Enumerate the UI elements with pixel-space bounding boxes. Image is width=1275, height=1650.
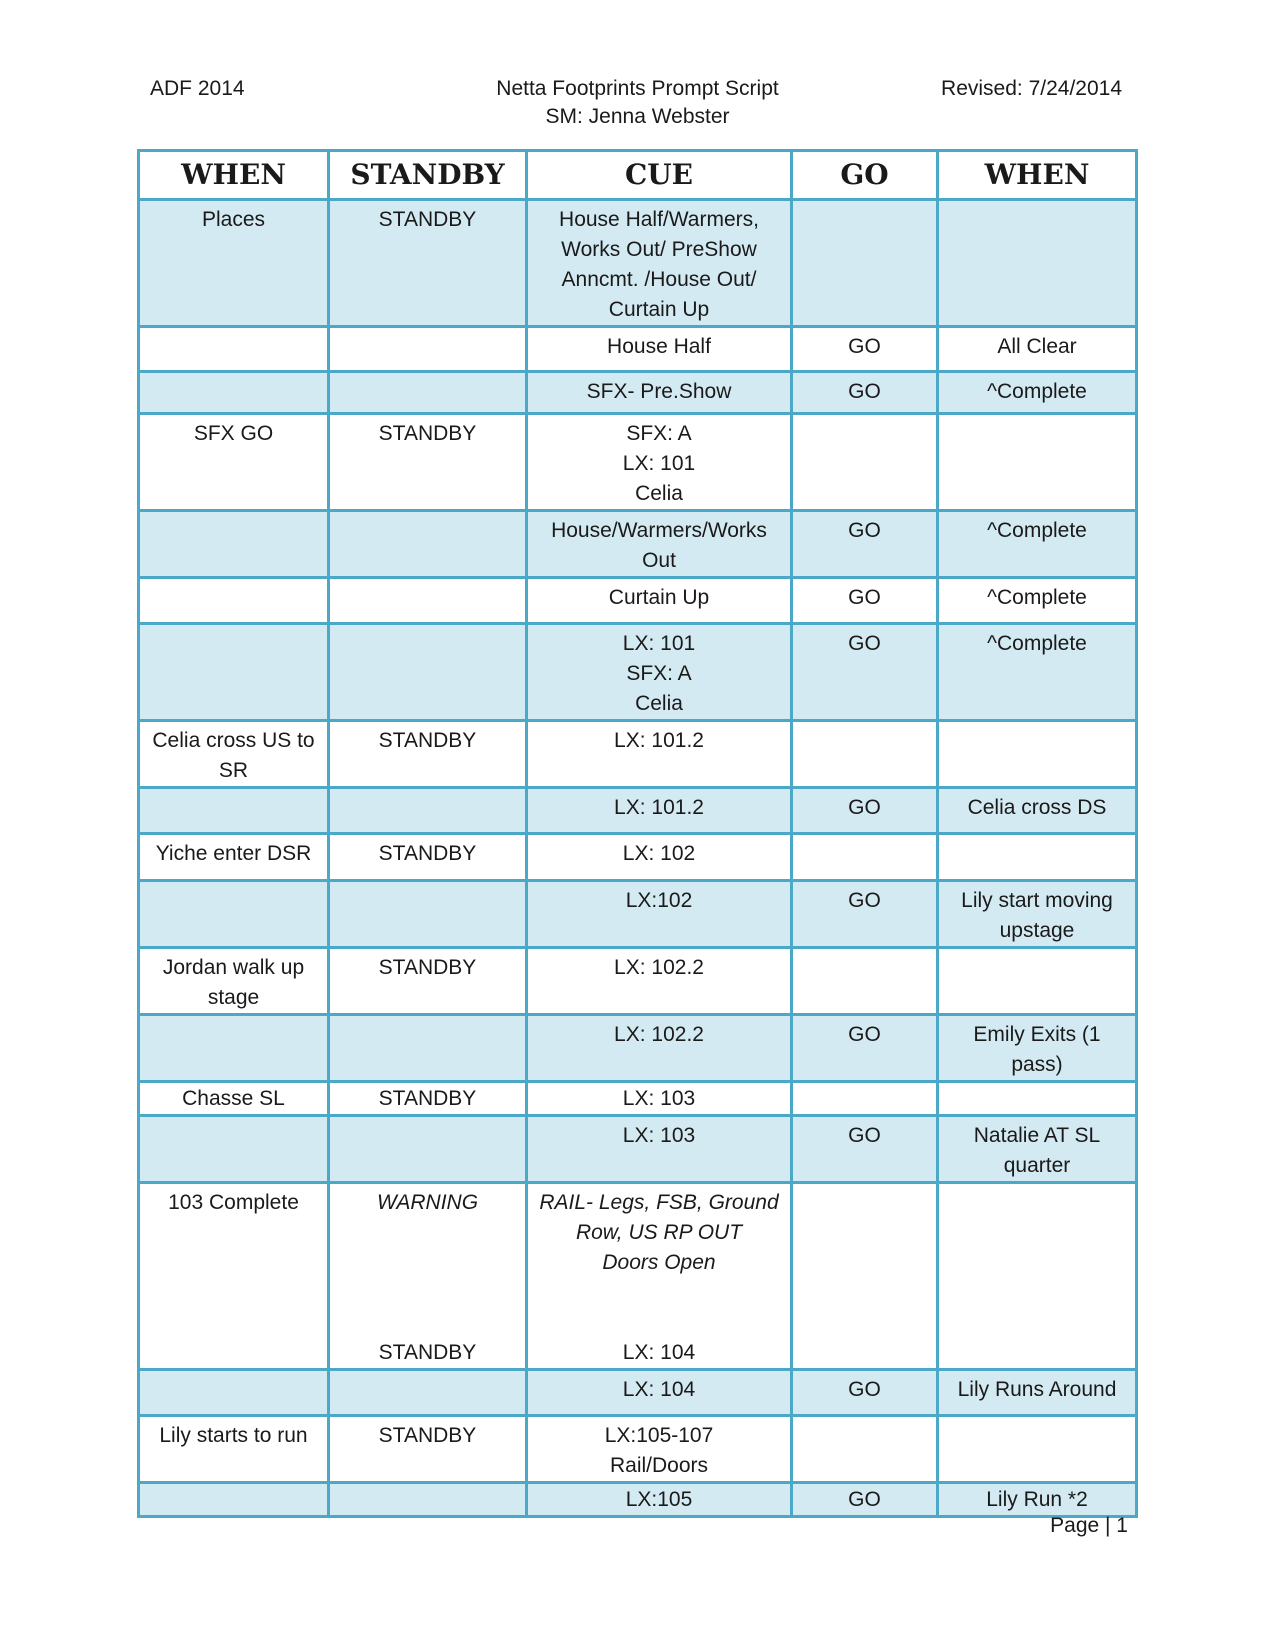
cell-cue	[527, 200, 792, 327]
cell-cue	[527, 788, 792, 834]
warning-cue-line: RAIL- Legs, FSB, Ground	[539, 1191, 779, 1214]
column-header-go: GO	[792, 151, 938, 200]
cue-line: LX: 103	[622, 1124, 696, 1147]
table-row	[139, 1183, 1137, 1370]
warning-cue-line: Row, US RP OUT	[575, 1221, 743, 1244]
cell-standby	[329, 372, 527, 414]
cell-go	[792, 1416, 938, 1483]
cue-line: LX: 101	[622, 632, 696, 655]
cell-cue	[527, 1116, 792, 1183]
table-row	[139, 578, 1137, 624]
table-header-row	[139, 151, 1137, 200]
cell-go: GO	[792, 372, 938, 414]
cell-standby: STANDBY	[329, 948, 527, 1015]
spacer	[536, 1278, 782, 1338]
cell-standby	[329, 1483, 527, 1517]
table-row	[139, 948, 1137, 1015]
cell-when: Celia cross US to SR	[139, 721, 329, 788]
cell-when: 103 Complete	[139, 1183, 329, 1370]
cue-line: SFX: A	[626, 662, 692, 685]
cell-standby: STANDBY	[329, 1082, 527, 1116]
cell-when	[139, 1483, 329, 1517]
cell-when-go: Lily Runs Around	[938, 1370, 1137, 1416]
column-header-when: WHEN	[139, 151, 329, 200]
table-row	[139, 511, 1137, 578]
cell-cue	[527, 372, 792, 414]
cell-standby: STANDBY	[329, 414, 527, 511]
cell-when-go	[938, 414, 1137, 511]
cue-line: House Half/Warmers,	[559, 208, 759, 231]
cell-when-go: Lily Run *2	[938, 1483, 1137, 1517]
cell-when-go: All Clear	[938, 327, 1137, 372]
cue-line: LX: 102.2	[614, 1023, 704, 1046]
cell-when: SFX GO	[139, 414, 329, 511]
cell-when	[139, 1116, 329, 1183]
cell-go	[792, 948, 938, 1015]
cell-go: GO	[792, 511, 938, 578]
cell-go: GO	[792, 881, 938, 948]
cell-standby	[329, 578, 527, 624]
cell-standby	[329, 327, 527, 372]
document-title: Netta Footprints Prompt Script	[496, 77, 779, 100]
table-row	[139, 414, 1137, 511]
cell-when-go	[938, 1082, 1137, 1116]
spacer	[338, 1278, 517, 1308]
cell-go	[792, 721, 938, 788]
cell-cue	[527, 1082, 792, 1116]
cue-line: LX: 101.2	[614, 729, 704, 752]
cue-line: LX: 101	[622, 452, 696, 475]
cue-line: Out	[642, 549, 676, 572]
cell-when	[139, 327, 329, 372]
cue-line: Rail/Doors	[609, 1454, 709, 1477]
cell-when-go: Emily Exits (1 pass)	[938, 1015, 1137, 1082]
stage-manager: SM: Jenna Webster	[545, 105, 730, 128]
cell-standby: STANDBY	[329, 721, 527, 788]
cue-line: SFX: A	[626, 422, 692, 445]
cue-line: Works Out/ PreShow	[561, 238, 757, 261]
cell-when-go: ^Complete	[938, 624, 1137, 721]
cue-line: Curtain Up	[608, 298, 710, 321]
cell-when-go: ^Complete	[938, 578, 1137, 624]
table-row	[139, 1370, 1137, 1416]
cell-when	[139, 881, 329, 948]
table-row	[139, 721, 1137, 788]
cell-standby	[329, 511, 527, 578]
cell-standby: STANDBY	[329, 834, 527, 881]
cell-when	[139, 372, 329, 414]
cell-go: GO	[792, 578, 938, 624]
cue-line: LX:105	[625, 1488, 693, 1511]
prompt-script-table	[137, 149, 1138, 1518]
cue-line: LX: 104	[622, 1341, 696, 1364]
table-row	[139, 834, 1137, 881]
cell-when-go	[938, 1183, 1137, 1370]
cell-standby	[329, 788, 527, 834]
warning-label: WARNING	[376, 1191, 479, 1214]
cell-go	[792, 834, 938, 881]
cell-go: GO	[792, 788, 938, 834]
table-row	[139, 1015, 1137, 1082]
cell-cue	[527, 511, 792, 578]
cell-when	[139, 578, 329, 624]
cell-go: GO	[792, 1015, 938, 1082]
cell-cue	[527, 1483, 792, 1517]
cue-line: LX: 101.2	[614, 796, 704, 819]
spacer	[338, 1218, 517, 1278]
cell-when: Chasse SL	[139, 1082, 329, 1116]
cue-line: LX:105-107	[604, 1424, 714, 1447]
cell-cue	[527, 624, 792, 721]
cell-when-go	[938, 834, 1137, 881]
cell-standby: STANDBY	[329, 200, 527, 327]
cell-standby: STANDBY	[329, 1416, 527, 1483]
cue-line: Anncmt. /House Out/	[561, 268, 757, 291]
cell-when	[139, 1370, 329, 1416]
cell-when-go	[938, 200, 1137, 327]
cell-when-go	[938, 1416, 1137, 1483]
cue-line: SFX- Pre.Show	[586, 380, 732, 403]
cell-when: Jordan walk up stage	[139, 948, 329, 1015]
cue-line: Celia	[635, 482, 683, 505]
cue-line: Celia	[635, 692, 683, 715]
table-row	[139, 327, 1137, 372]
cell-when-go: Natalie AT SL quarter	[938, 1116, 1137, 1183]
spacer	[338, 1308, 517, 1338]
cell-go	[792, 1082, 938, 1116]
cell-when	[139, 511, 329, 578]
cell-standby	[329, 1116, 527, 1183]
cell-cue	[527, 834, 792, 881]
cell-when: Yiche enter DSR	[139, 834, 329, 881]
cell-cue	[527, 327, 792, 372]
cell-when: Places	[139, 200, 329, 327]
table-row	[139, 1082, 1137, 1116]
cell-cue	[527, 721, 792, 788]
cue-line: LX: 102	[622, 842, 696, 865]
cell-go	[792, 200, 938, 327]
warning-cue-line: Doors Open	[602, 1251, 716, 1274]
revised-date: Revised: 7/24/2014	[941, 77, 1122, 100]
cell-go: GO	[792, 1483, 938, 1517]
cue-line: LX: 103	[622, 1087, 696, 1110]
cue-line: LX: 104	[622, 1378, 696, 1401]
table-row	[139, 624, 1137, 721]
column-header-cue: CUE	[527, 151, 792, 200]
cell-cue	[527, 1015, 792, 1082]
cell-cue	[527, 881, 792, 948]
table-row	[139, 881, 1137, 948]
cell-when	[139, 624, 329, 721]
cell-when: Lily starts to run	[139, 1416, 329, 1483]
cell-when-go: ^Complete	[938, 511, 1137, 578]
cell-cue	[527, 1183, 792, 1370]
cell-when-go: ^Complete	[938, 372, 1137, 414]
cell-cue	[527, 414, 792, 511]
cell-go: GO	[792, 1370, 938, 1416]
table-row	[139, 1116, 1137, 1183]
cell-standby	[329, 1370, 527, 1416]
cell-when-go: Lily start moving upstage	[938, 881, 1137, 948]
cell-go	[792, 1183, 938, 1370]
cell-cue	[527, 1370, 792, 1416]
column-header-when-go: WHEN	[938, 151, 1137, 200]
cue-line: Curtain Up	[608, 586, 710, 609]
cell-standby	[329, 624, 527, 721]
table-row	[139, 372, 1137, 414]
cell-when	[139, 788, 329, 834]
cue-line: House/Warmers/Works	[551, 519, 767, 542]
cell-cue	[527, 578, 792, 624]
cell-when	[139, 1015, 329, 1082]
page-number: Page | 1	[1050, 1514, 1128, 1537]
cell-standby	[329, 881, 527, 948]
table-row	[139, 1416, 1137, 1483]
cell-go	[792, 414, 938, 511]
cell-standby	[329, 1183, 527, 1370]
cell-cue	[527, 1416, 792, 1483]
table-row	[139, 200, 1137, 327]
cell-go: GO	[792, 327, 938, 372]
table-row	[139, 788, 1137, 834]
cell-when-go	[938, 948, 1137, 1015]
cell-go: GO	[792, 624, 938, 721]
cue-line: House Half	[607, 335, 711, 358]
column-header-standby: STANDBY	[329, 151, 527, 200]
cell-standby	[329, 1015, 527, 1082]
cell-cue	[527, 948, 792, 1015]
table-row	[139, 1483, 1137, 1517]
cue-line: LX:102	[625, 889, 693, 912]
header-show-code: ADF 2014	[150, 77, 245, 100]
standby-label: STANDBY	[378, 1341, 477, 1364]
cell-go: GO	[792, 1116, 938, 1183]
cue-line: LX: 102.2	[614, 956, 704, 979]
cell-when-go	[938, 721, 1137, 788]
cell-when-go: Celia cross DS	[938, 788, 1137, 834]
